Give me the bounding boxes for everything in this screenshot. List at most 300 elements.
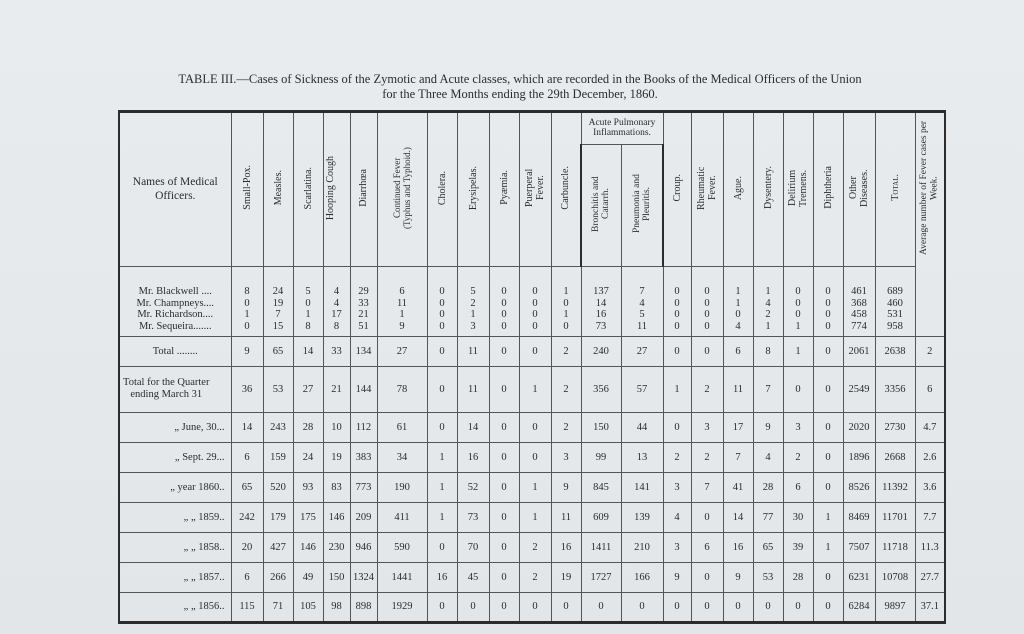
cell-value: 6: [691, 532, 723, 562]
cell-value: 16: [723, 532, 753, 562]
cell-value: 773: [350, 472, 377, 502]
cell-value: 34: [377, 442, 427, 472]
cell-value: 0: [704, 297, 710, 309]
cell-value: 0: [704, 320, 710, 332]
row-label: „ year 1860..: [119, 472, 231, 502]
title-line-1: TABLE III.—Cases of Sickness of the Zymotic and Acute classes, which are recorded in the Books of the Medical Officers of the Union: [178, 72, 862, 86]
table-row: [119, 336, 945, 366]
row-label: „ Sept. 29...: [119, 442, 231, 472]
cell-value: 11: [396, 297, 408, 309]
title-line-2: for the Three Months ending the 29th December, 1860.: [382, 87, 658, 101]
cell-value: 0: [489, 336, 519, 366]
cell-value: 16: [427, 562, 457, 592]
cell-value: 0: [489, 502, 519, 532]
row-label: Total ........: [119, 336, 231, 366]
header-continued-fever: Continued Fever (Typhus and Typhoid.): [392, 146, 412, 229]
cell-value: 83: [323, 472, 350, 502]
header-pyaemia: Pyæmia.: [498, 170, 510, 206]
cell-value: 8: [305, 320, 311, 332]
cell-value: 2730: [875, 412, 915, 442]
cell-value: 52: [457, 472, 489, 502]
header-small-pox: Small-Pox.: [241, 165, 253, 211]
cell-value: 10708: [875, 562, 915, 592]
cell-value: 17: [723, 412, 753, 442]
officer-values-cell: [377, 266, 427, 336]
officer-values-cell: [723, 266, 753, 336]
cell-value: 27: [293, 366, 323, 412]
cell-value: 6: [231, 562, 263, 592]
cell-value: 689: [887, 286, 903, 297]
cell-value: 0: [663, 412, 691, 442]
cell-value: 0: [735, 309, 741, 320]
officer-values-cell: [581, 266, 621, 336]
header-puerperal-fever: Puerperal Fever.: [524, 168, 546, 207]
cell-value: 7: [723, 442, 753, 472]
cell-value: 115: [231, 592, 263, 622]
cell-value: 1727: [581, 562, 621, 592]
cell-value: 0: [563, 320, 569, 332]
cell-value: 0: [489, 592, 519, 622]
cell-value: 1: [399, 309, 405, 320]
cell-value: 73: [595, 320, 607, 332]
cell-value: 11392: [875, 472, 915, 502]
cell-value: 8469: [843, 502, 875, 532]
cell-value: 774: [851, 320, 867, 332]
cell-value: 0: [439, 286, 445, 297]
table-row: [119, 532, 945, 562]
officer-names-cell: [119, 266, 231, 336]
cell-value: 1: [563, 309, 569, 320]
cell-value: 0: [427, 532, 457, 562]
officer-values-cell: [753, 266, 783, 336]
cell-value: 5: [639, 309, 645, 320]
cell-value: 3: [783, 412, 813, 442]
cell-value: 0: [813, 442, 843, 472]
cell-value: 4: [663, 502, 691, 532]
cell-value: 1: [813, 532, 843, 562]
cell-value: 0: [489, 562, 519, 592]
cell-value: 93: [293, 472, 323, 502]
cell-value: 1: [663, 366, 691, 412]
cell-value: 146: [293, 532, 323, 562]
cell-value: 3: [470, 320, 476, 332]
officer-values-cell: [489, 266, 519, 336]
cell-value: 2061: [843, 336, 875, 366]
cell-value: 33: [323, 336, 350, 366]
cell-value: 6: [783, 472, 813, 502]
cell-value: 243: [263, 412, 293, 442]
cell-value: 8526: [843, 472, 875, 502]
cell-value: 3: [691, 412, 723, 442]
cell-value: 5: [305, 286, 311, 297]
cell-value: 458: [851, 309, 867, 320]
cell-value: 0: [704, 309, 710, 320]
cell-value: 0: [674, 309, 680, 320]
row-label: „ June, 30...: [119, 412, 231, 442]
officer-values-cell: [621, 266, 663, 336]
cell-value: 19: [551, 562, 581, 592]
cell-value: 1: [427, 502, 457, 532]
cell-value: 73: [457, 502, 489, 532]
cell-value: 4: [333, 297, 340, 309]
row-label: „ „ 1856..: [119, 592, 231, 622]
cell-value: 9: [551, 472, 581, 502]
row-label: „ „ 1857..: [119, 562, 231, 592]
cell-value: 28: [753, 472, 783, 502]
cell-value: 2: [691, 442, 723, 472]
cell-value: 51: [358, 320, 369, 332]
cell-value: 0: [813, 336, 843, 366]
officer-values-cell: [231, 266, 263, 336]
cell-value: 0: [519, 592, 551, 622]
cell-value: 1411: [581, 532, 621, 562]
cell-value: 0: [305, 297, 311, 309]
cell-value: 0: [753, 592, 783, 622]
header-hooping-cough: Hooping Cough: [324, 155, 336, 220]
cell-value: 11: [457, 366, 489, 412]
cell-value: 65: [263, 336, 293, 366]
cell-value: 210: [621, 532, 663, 562]
cell-value: 0: [825, 309, 831, 320]
cell-value: 1: [244, 309, 250, 320]
cell-value: 9: [753, 412, 783, 442]
cell-value: 1: [519, 502, 551, 532]
header-pneumonia: Pneumonia and Pleuritis.: [631, 174, 652, 233]
cell-value: 1: [519, 472, 551, 502]
cell-value: 78: [377, 366, 427, 412]
cell-value: 1: [470, 309, 476, 320]
officer-name: Mr. Champneys....: [136, 297, 215, 309]
table-row: [119, 412, 945, 442]
cell-value: 134: [350, 336, 377, 366]
cell-value: 14: [723, 502, 753, 532]
cell-value: 99: [581, 442, 621, 472]
cell-value: 4: [765, 297, 771, 309]
cell-value: 0: [795, 309, 801, 320]
cell-value: 1: [305, 309, 311, 320]
cell-value: 29: [358, 286, 369, 297]
officer-values-cell: [263, 266, 293, 336]
cell-value: 166: [621, 562, 663, 592]
cell-value: 11: [551, 502, 581, 532]
cell-value: 65: [753, 532, 783, 562]
row-label: „ „ 1858..: [119, 532, 231, 562]
cell-value: 3356: [875, 366, 915, 412]
cell-value: 0: [244, 320, 250, 332]
cell-value: 242: [231, 502, 263, 532]
cell-value: 1929: [377, 592, 427, 622]
cell-value: 77: [753, 502, 783, 532]
cell-value: 33: [358, 297, 369, 309]
cell-value: 6: [399, 286, 405, 297]
cell-value: 11: [723, 366, 753, 412]
cell-value: 0: [674, 297, 680, 309]
cell-value: 383: [350, 442, 377, 472]
cell-value: 0: [813, 366, 843, 412]
cell-value: 427: [263, 532, 293, 562]
officer-values-cell: [457, 266, 489, 336]
table-row: [119, 442, 945, 472]
cell-value: 146: [323, 502, 350, 532]
cell-value: 21: [358, 309, 369, 320]
cell-value: 15: [272, 320, 284, 332]
cell-value: 4: [639, 297, 645, 309]
cell-value: 0: [501, 320, 507, 332]
cell-value: 0: [795, 297, 801, 309]
cell-value: 30: [783, 502, 813, 532]
cell-value: 2: [783, 442, 813, 472]
cell-value: 1: [735, 297, 741, 309]
officer-values-cell: [813, 266, 843, 336]
cell-value: 0: [563, 297, 569, 309]
cell-value: 8: [244, 286, 250, 297]
table-title: [110, 72, 930, 102]
cell-value: 0: [501, 297, 507, 309]
header-diarrhoea: Diarrhœa: [358, 168, 369, 207]
cell-value: 45: [457, 562, 489, 592]
cell-value: 898: [350, 592, 377, 622]
cell-value: 4: [333, 286, 340, 297]
header-measles: Measles.: [272, 170, 284, 206]
cell-value: 11701: [875, 502, 915, 532]
cell-value: 9: [663, 562, 691, 592]
cell-value: 8: [753, 336, 783, 366]
cell-value: 0: [519, 442, 551, 472]
cell-value: 2549: [843, 366, 875, 412]
cell-value: 14: [457, 412, 489, 442]
cell-value: 0: [674, 286, 680, 297]
cell-value: 28: [293, 412, 323, 442]
cell-value: 2: [519, 562, 551, 592]
cell-value: 0: [427, 366, 457, 412]
header-bronchitis: Bronchitis and Catarrh.: [591, 175, 612, 232]
cell-value: 0: [795, 286, 801, 297]
cell-value: 0: [825, 297, 831, 309]
header-rheumatic-fever: Rheumatic Fever.: [696, 166, 718, 210]
cell-value: 266: [263, 562, 293, 592]
cell-value: 6284: [843, 592, 875, 622]
cell-value: 6: [915, 366, 945, 412]
cell-value: 0: [519, 336, 551, 366]
officer-values-cell: [323, 266, 350, 336]
cell-value: 2: [551, 336, 581, 366]
officer-values-cell: [663, 266, 691, 336]
cell-value: 39: [783, 532, 813, 562]
officer-values-cell: [551, 266, 581, 336]
cell-value: 11.3: [915, 532, 945, 562]
cell-value: 71: [263, 592, 293, 622]
cell-value: 0: [532, 297, 538, 309]
header-total: Total.: [889, 174, 901, 202]
cell-value: 3: [663, 472, 691, 502]
cell-value: 14: [293, 336, 323, 366]
table-row: [119, 366, 945, 412]
row-label: „ „ 1859..: [119, 502, 231, 532]
cell-value: 61: [377, 412, 427, 442]
cell-value: 0: [621, 592, 663, 622]
cell-value: 411: [377, 502, 427, 532]
cell-value: 2: [470, 297, 476, 309]
cell-value: 845: [581, 472, 621, 502]
cell-value: 27.7: [915, 562, 945, 592]
cell-value: 27: [377, 336, 427, 366]
cell-value: 1324: [350, 562, 377, 592]
cell-value: 3: [551, 442, 581, 472]
cell-value: 0: [489, 532, 519, 562]
cell-value: 2.6: [915, 442, 945, 472]
cell-value: 19: [272, 297, 284, 309]
cell-value: 6: [231, 442, 263, 472]
sickness-table: [118, 110, 946, 624]
cell-value: 2: [663, 442, 691, 472]
cell-value: 137: [593, 286, 609, 297]
cell-value: 4: [735, 320, 741, 332]
cell-value: 0: [813, 562, 843, 592]
cell-value: 28: [783, 562, 813, 592]
cell-value: 2020: [843, 412, 875, 442]
cell-value: 0: [551, 592, 581, 622]
cell-value: 5: [470, 286, 476, 297]
cell-value: 0: [813, 592, 843, 622]
cell-value: 7.7: [915, 502, 945, 532]
cell-value: 14: [595, 297, 607, 309]
cell-value: 0: [439, 297, 445, 309]
officer-name: Mr. Richardson....: [137, 309, 214, 320]
officer-name: Mr. Sequeira.......: [138, 320, 212, 332]
cell-value: 1896: [843, 442, 875, 472]
header-names: Names of Medical Officers.: [119, 112, 231, 267]
cell-value: 0: [704, 286, 710, 297]
cell-value: 13: [621, 442, 663, 472]
cell-value: 2: [551, 366, 581, 412]
header-average-fever: Average number of Fever cases per Week.: [919, 120, 940, 256]
cell-value: 2638: [875, 336, 915, 366]
cell-value: 11: [636, 320, 648, 332]
cell-value: 0: [691, 336, 723, 366]
cell-value: 7507: [843, 532, 875, 562]
cell-value: 2: [915, 336, 945, 366]
cell-value: 356: [581, 366, 621, 412]
cell-value: 0: [489, 472, 519, 502]
cell-value: 1441: [377, 562, 427, 592]
cell-value: 368: [851, 297, 867, 309]
cell-value: 0: [825, 320, 831, 332]
cell-value: 4.7: [915, 412, 945, 442]
table-row: [119, 472, 945, 502]
cell-value: 11718: [875, 532, 915, 562]
cell-value: 19: [323, 442, 350, 472]
cell-value: 0: [532, 309, 538, 320]
cell-value: 175: [293, 502, 323, 532]
cell-value: 0: [439, 309, 445, 320]
cell-value: 0: [489, 442, 519, 472]
cell-value: 21: [323, 366, 350, 412]
cell-value: 0: [663, 592, 691, 622]
cell-value: 2668: [875, 442, 915, 472]
officer-values-cell: [293, 266, 323, 336]
cell-value: 16: [551, 532, 581, 562]
header-cholera: Cholera.: [436, 170, 448, 205]
cell-value: 24: [272, 286, 284, 297]
cell-value: 0: [581, 592, 621, 622]
cell-value: 36: [231, 366, 263, 412]
cell-value: 958: [887, 320, 903, 332]
cell-value: 1: [519, 366, 551, 412]
officer-values-cell: [427, 266, 457, 336]
cell-value: 17: [331, 309, 342, 320]
cell-value: 590: [377, 532, 427, 562]
cell-value: 150: [581, 412, 621, 442]
cell-value: 6: [723, 336, 753, 366]
cell-value: 209: [350, 502, 377, 532]
cell-value: 0: [519, 412, 551, 442]
cell-value: 240: [581, 336, 621, 366]
cell-value: 0: [427, 336, 457, 366]
cell-value: 1: [427, 472, 457, 502]
cell-value: 0: [813, 472, 843, 502]
cell-value: 0: [825, 286, 831, 297]
officer-values-cell: [519, 266, 551, 336]
cell-value: 2: [691, 366, 723, 412]
cell-value: 14: [231, 412, 263, 442]
cell-value: 0: [674, 320, 680, 332]
officer-values-cell: [875, 266, 915, 336]
cell-value: 0: [427, 412, 457, 442]
cell-value: 37.1: [915, 592, 945, 622]
cell-value: 0: [783, 366, 813, 412]
cell-value: 0: [501, 309, 507, 320]
officer-values-cell: [350, 266, 377, 336]
cell-value: 531: [887, 309, 903, 320]
cell-value: 9: [399, 320, 405, 332]
cell-value: 4: [753, 442, 783, 472]
cell-value: 98: [323, 592, 350, 622]
cell-value: 10: [323, 412, 350, 442]
cell-value: 0: [532, 320, 538, 332]
cell-value: 7: [753, 366, 783, 412]
cell-value: 0: [532, 286, 538, 297]
cell-value: 1: [783, 336, 813, 366]
cell-value: 159: [263, 442, 293, 472]
cell-value: 0: [489, 412, 519, 442]
header-scarlatina: Scarlatina.: [302, 166, 314, 209]
cell-value: 1: [563, 286, 569, 297]
cell-value: 1: [813, 502, 843, 532]
cell-value: 946: [350, 532, 377, 562]
header-dysentery: Dysentery.: [762, 166, 774, 210]
cell-value: 57: [621, 366, 663, 412]
row-label: Total for the Quarter ending March 31: [119, 366, 231, 412]
header-other-diseases: Other Diseases.: [848, 169, 870, 207]
header-erysipelas: Erysipelas.: [467, 165, 479, 210]
cell-value: 9897: [875, 592, 915, 622]
officer-name: Mr. Blackwell ....: [138, 286, 212, 297]
cell-value: 2: [765, 309, 771, 320]
cell-value: 1: [735, 286, 741, 297]
cell-value: 7: [691, 472, 723, 502]
cell-value: 16: [457, 442, 489, 472]
cell-value: 49: [293, 562, 323, 592]
cell-value: 53: [753, 562, 783, 592]
cell-value: 0: [813, 412, 843, 442]
cell-value: 2: [551, 412, 581, 442]
header-carbuncle: Carbuncle.: [560, 165, 572, 210]
cell-value: 1: [765, 286, 771, 297]
cell-value: 139: [621, 502, 663, 532]
cell-value: 150: [323, 562, 350, 592]
cell-value: 0: [691, 592, 723, 622]
header-ague: Ague.: [732, 175, 744, 200]
